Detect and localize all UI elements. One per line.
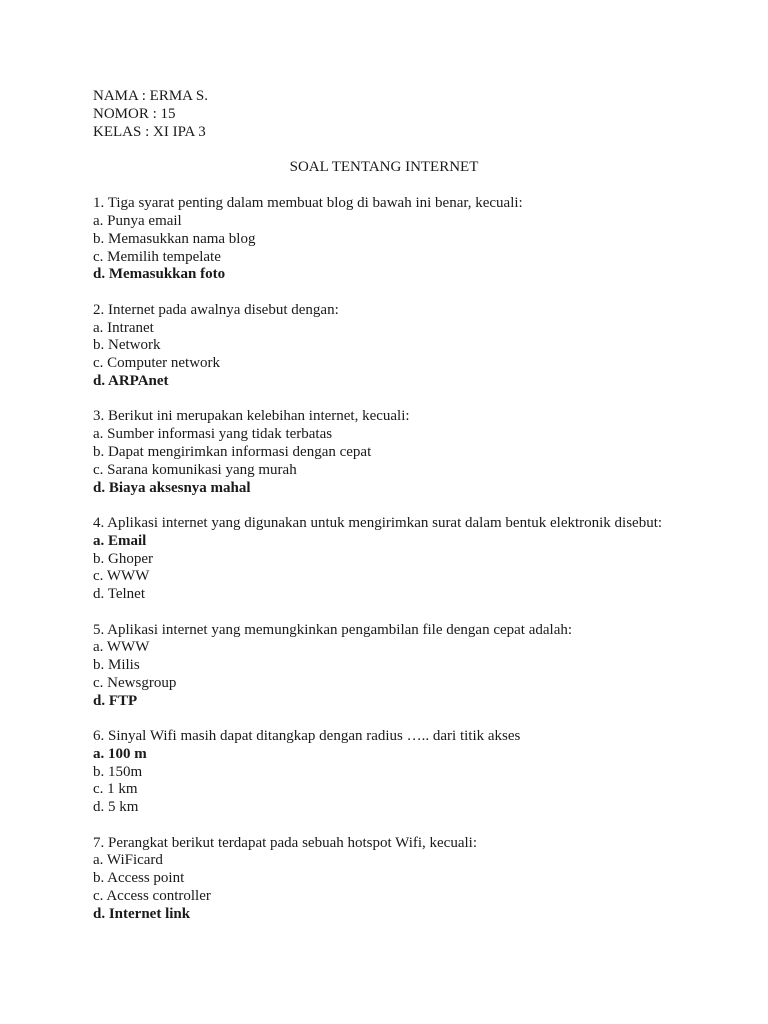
option-a: a. Intranet [93,319,154,336]
option-a-answer: a. 100 m [93,745,147,762]
question-text: 2. Internet pada awalnya disebut dengan: [93,301,339,318]
option-b: b. Access point [93,870,185,887]
question-3 [93,408,675,497]
question-text: 1. Tiga syarat penting dalam membuat blog di bawah ini benar, kecuali: [93,195,523,212]
option-a: a. Punya email [93,212,182,229]
question-text: 6. Sinyal Wifi masih dapat ditangkap dengan radius ….. dari titik akses [93,728,521,745]
document-content [93,88,675,941]
question-7 [93,835,675,924]
question-text: 4. Aplikasi internet yang digunakan untuk mengirimkan surat dalam bentuk elektronik disebut: [93,514,663,531]
document-title: SOAL TENTANG INTERNET [289,159,479,176]
option-a: a. Sumber informasi yang tidak terbatas [93,426,333,443]
option-b: b. Memasukkan nama blog [93,230,256,247]
question-1 [93,195,675,284]
option-b: b. Milis [93,657,140,674]
option-c: c. Memilih tempelate [93,248,221,265]
option-c: c. 1 km [93,781,138,798]
student-number: NOMOR : 15 [93,105,176,122]
option-d-answer: d. Memasukkan foto [93,266,226,283]
option-d: d. 5 km [93,799,139,816]
question-text: 3. Berikut ini merupakan kelebihan internet, kecuali: [93,408,410,425]
option-a-answer: a. Email [93,532,147,549]
option-c: c. Sarana komunikasi yang murah [93,461,297,478]
option-d-answer: d. FTP [93,692,138,709]
question-4 [93,515,675,604]
option-b: b. Ghoper [93,550,153,567]
option-c: c. Computer network [93,355,221,372]
option-d-answer: d. Biaya aksesnya mahal [93,479,251,496]
option-c: c. Newsgroup [93,674,177,691]
option-b: b. Dapat mengirimkan informasi dengan cepat [93,443,372,460]
question-6 [93,728,675,817]
question-2 [93,302,675,391]
option-a: a. WiFicard [93,852,163,869]
question-5 [93,622,675,711]
option-c: c. WWW [93,568,150,585]
student-name: NAMA : ERMA S. [93,88,209,104]
option-d-answer: d. Internet link [93,905,191,922]
question-text: 7. Perangkat berikut terdapat pada sebuah hotspot Wifi, kecuali: [93,834,478,851]
option-d-answer: d. ARPAnet [93,372,169,389]
option-a: a. WWW [93,639,150,656]
student-class: KELAS : XI IPA 3 [93,123,206,140]
option-b: b. 150m [93,763,143,780]
option-d: d. Telnet [93,586,145,603]
option-b: b. Network [93,337,161,354]
question-text: 5. Aplikasi internet yang memungkinkan pengambilan file dengan cepat adalah: [93,621,573,638]
option-c: c. Access controller [93,888,211,905]
